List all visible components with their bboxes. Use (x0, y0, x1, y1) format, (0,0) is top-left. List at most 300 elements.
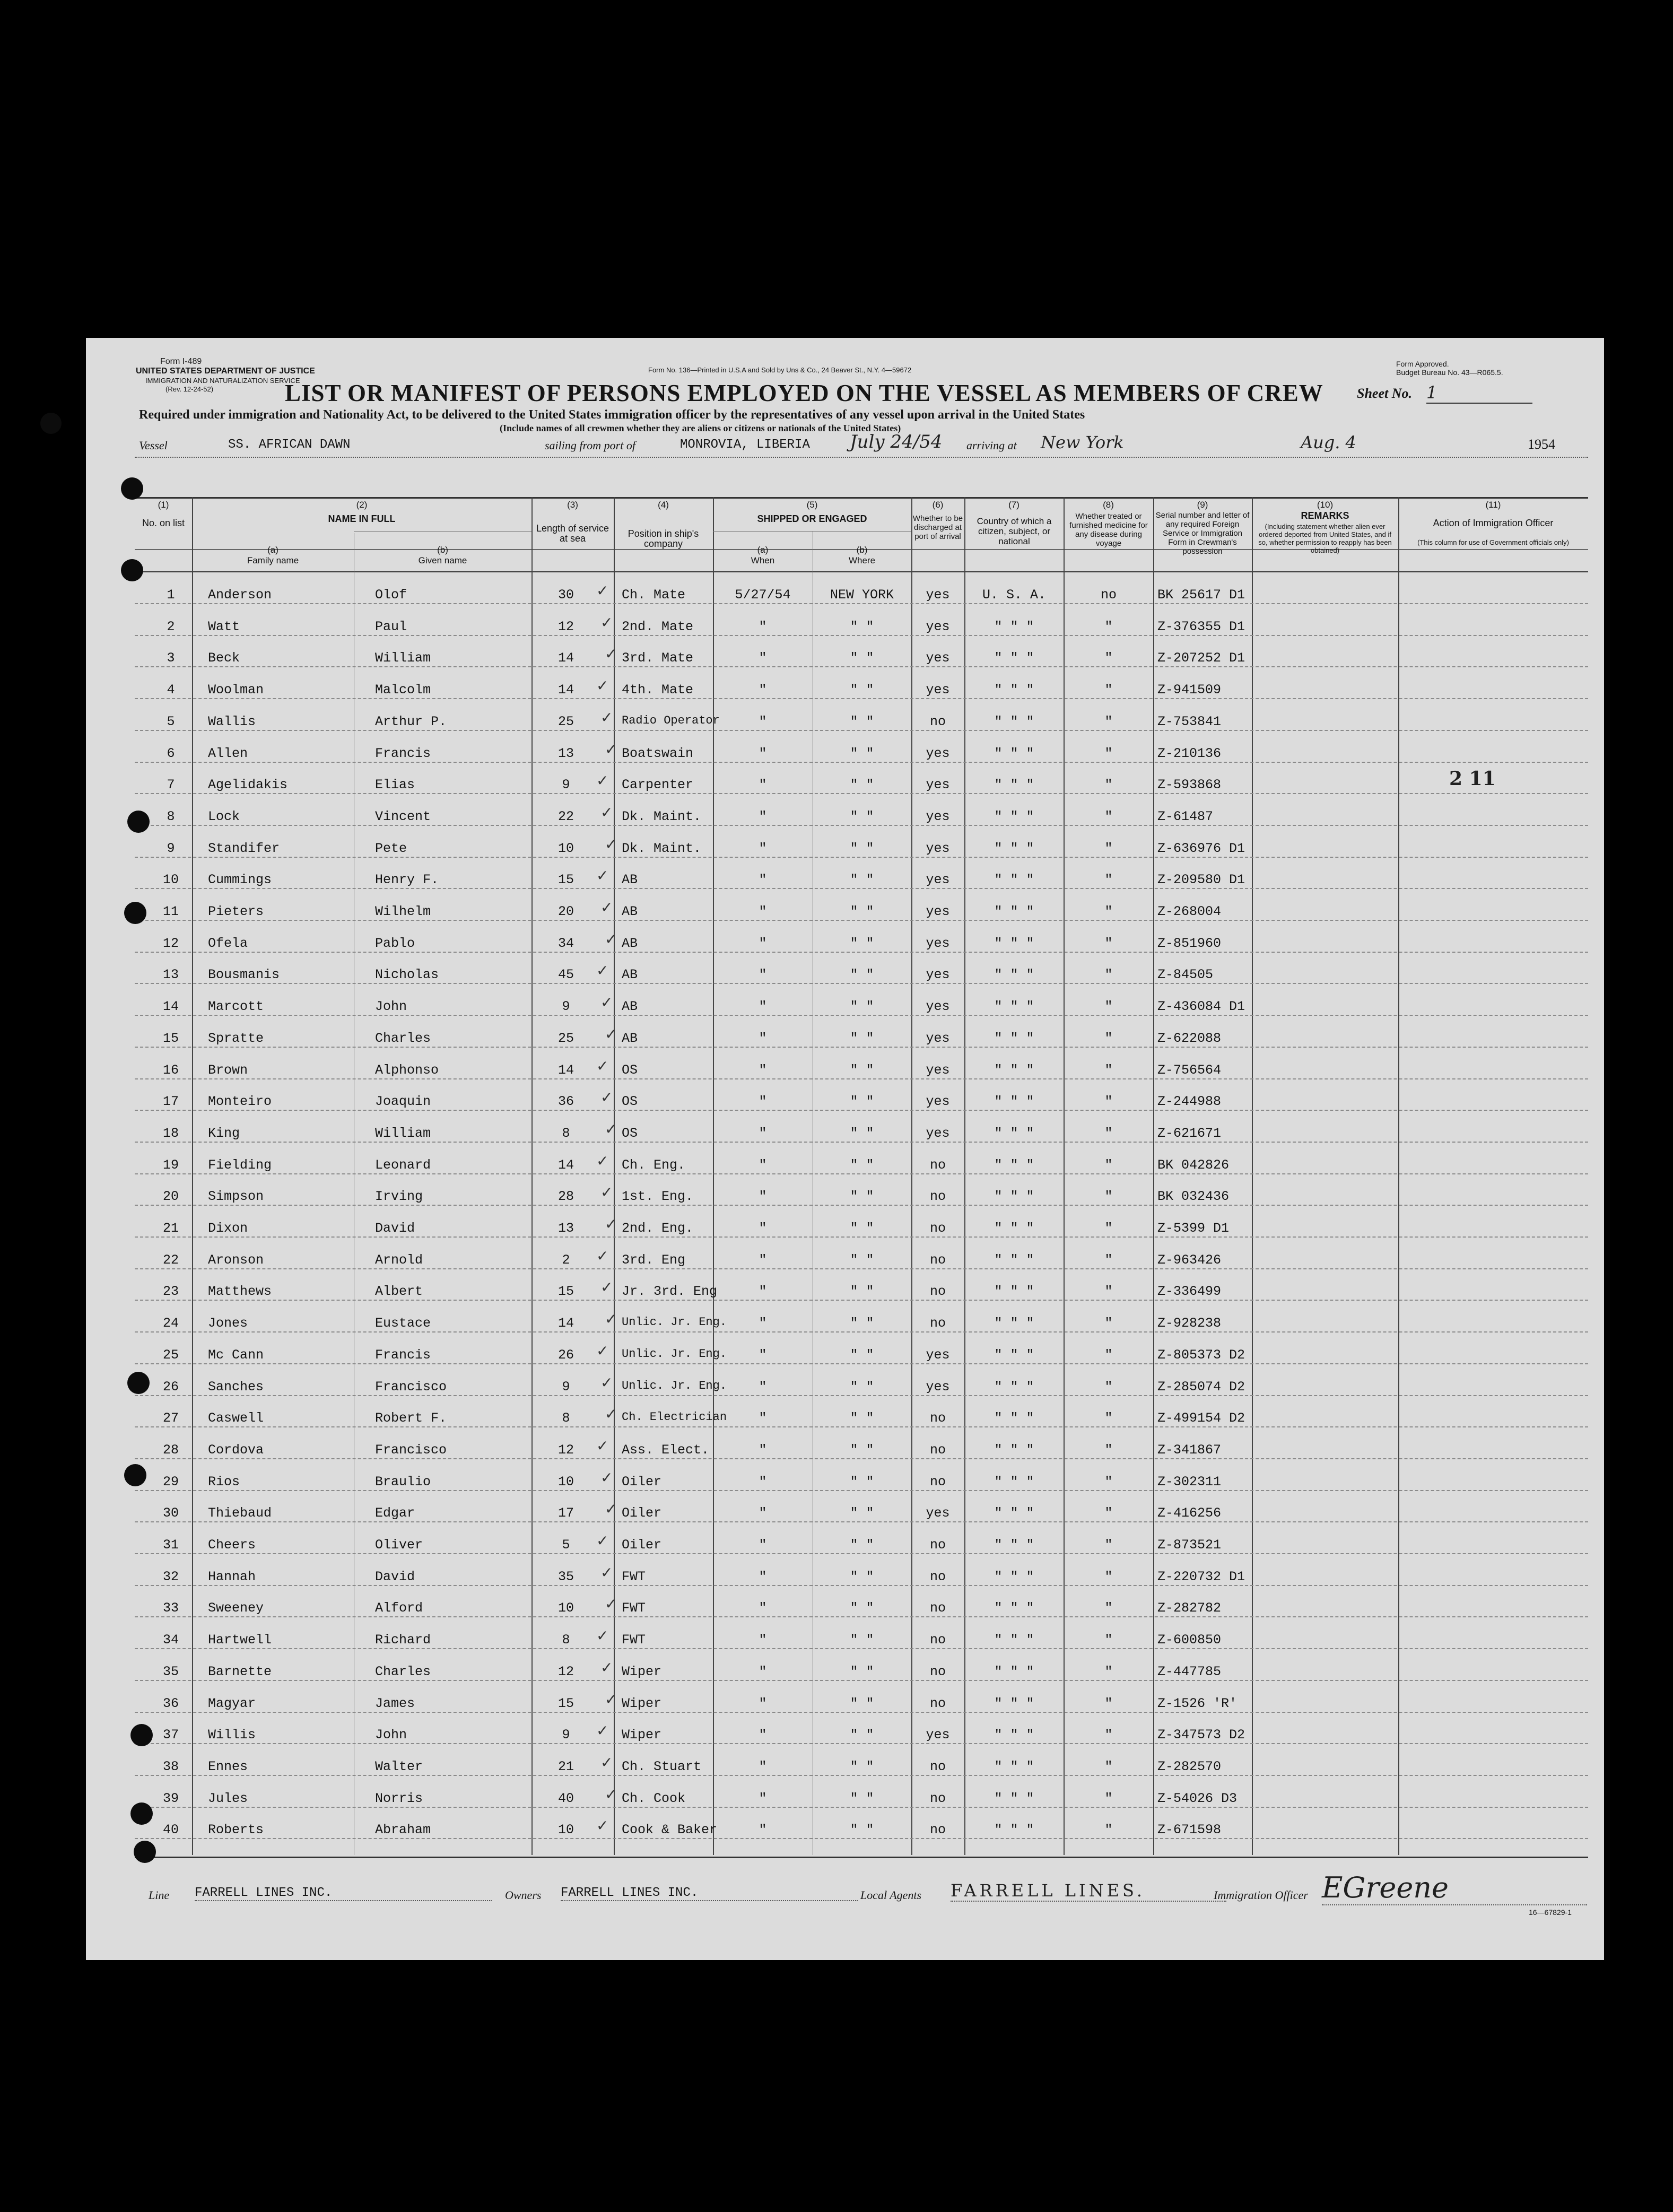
serial-number: Z-54026 D3 (1157, 1790, 1238, 1806)
serial-number: Z-1526 'R' (1157, 1695, 1238, 1711)
treated: " (1104, 904, 1113, 919)
table-row (86, 1719, 1604, 1751)
action-mark: 2 11 (1449, 768, 1496, 790)
given-name: Eustace (375, 1316, 431, 1331)
check-mark: ✓ (605, 1025, 617, 1043)
table-row (86, 1371, 1604, 1403)
arrival-date: Aug. 4 (1301, 432, 1356, 452)
table-row (86, 1624, 1604, 1656)
discharged: yes (926, 1727, 950, 1743)
row-rule (135, 1648, 1588, 1649)
row-rule (135, 1743, 1588, 1744)
shipped-where: " " (850, 1189, 874, 1205)
position: Jr. 3rd. Eng (622, 1284, 718, 1300)
length-of-service: 15 (557, 1695, 574, 1711)
table-row (86, 674, 1604, 706)
shipped-where: " " (850, 682, 874, 698)
shipped-where: " " (850, 1410, 874, 1426)
serial-number: Z-928238 (1157, 1316, 1222, 1331)
shipped-when: " (759, 1062, 767, 1078)
shipped-when: " (759, 1284, 767, 1300)
family-name: Roberts (208, 1822, 264, 1838)
family-name: Watt (208, 619, 240, 634)
col-treated: Whether treated or furnished medicine for any disease during voyage (1069, 512, 1148, 548)
row-number: 34 (162, 1632, 179, 1648)
given-name: Paul (375, 619, 407, 634)
length-of-service: 10 (557, 840, 574, 856)
family-name: Sweeney (208, 1600, 264, 1616)
serial-number: Z-302311 (1157, 1474, 1222, 1490)
row-number: 24 (162, 1316, 179, 1331)
col-num-5: (5) (806, 500, 818, 510)
shipped-when: " (759, 935, 767, 951)
table-row (86, 1782, 1604, 1814)
family-name: Marcott (208, 999, 264, 1015)
given-name: Walter (375, 1758, 423, 1774)
row-number: 4 (167, 682, 175, 698)
col-num-6: (6) (932, 500, 944, 510)
family-name: Anderson (208, 587, 272, 603)
row-rule (135, 635, 1588, 636)
row-number: 25 (162, 1347, 179, 1363)
discharged: no (929, 1410, 946, 1426)
country: " " " (994, 682, 1034, 698)
form-id: Form I-489 (160, 357, 202, 366)
position: FWT (622, 1632, 646, 1648)
check-mark: ✓ (605, 1785, 617, 1803)
shipped-when: " (759, 777, 767, 793)
shipped-when: " (759, 808, 767, 824)
shipped-when: " (759, 1822, 767, 1838)
length-of-service: 25 (557, 713, 574, 729)
given-name: John (375, 999, 407, 1015)
treated: " (1104, 967, 1113, 983)
country: " " " (994, 1316, 1034, 1331)
shipped-where: NEW YORK (830, 587, 894, 603)
treated: " (1104, 1252, 1113, 1268)
family-name: Jones (208, 1316, 248, 1331)
budget-bureau: Budget Bureau No. 43—R065.5. (1396, 368, 1503, 377)
treated: " (1104, 1284, 1113, 1300)
row-rule (135, 1395, 1588, 1396)
check-mark: ✓ (596, 1152, 609, 1170)
officer-label: Immigration Officer (1214, 1888, 1308, 1902)
check-mark: ✓ (605, 1500, 617, 1518)
family-name: Wallis (208, 713, 256, 729)
table-row (86, 737, 1604, 769)
family-name: Standifer (208, 840, 280, 856)
discharged: no (929, 1632, 946, 1648)
country: " " " (994, 777, 1034, 793)
shipped-where: " " (850, 1062, 874, 1078)
punch-hole (124, 902, 146, 924)
shipped-where: " " (850, 619, 874, 634)
serial-number: BK 25617 D1 (1157, 587, 1245, 603)
row-number: 22 (162, 1252, 179, 1268)
serial-number: Z-209580 D1 (1157, 872, 1245, 888)
table-row (86, 1244, 1604, 1276)
manifest-subtitle: Required under immigration and Nationality Act, to be delivered to the United States immigration officer by the representatives of any vessel upon arrival in the United States (139, 408, 1085, 422)
table-row (86, 832, 1604, 864)
family-name: Caswell (208, 1410, 264, 1426)
printer-line: Form No. 136—Printed in U.S.A and Sold by Uns & Co., 24 Beaver St., N.Y. 4—59672 (648, 366, 912, 374)
serial-number: BK 032436 (1157, 1189, 1230, 1205)
shipped-when: " (759, 682, 767, 698)
table-row (86, 1212, 1604, 1244)
check-mark: ✓ (596, 1722, 609, 1740)
table-row (86, 1402, 1604, 1434)
shipped-when: " (759, 1410, 767, 1426)
shipped-where: " " (850, 1664, 874, 1679)
table-row (86, 1466, 1604, 1497)
position: OS (622, 1062, 638, 1078)
row-number: 15 (162, 1030, 179, 1046)
check-mark: ✓ (605, 1690, 617, 1708)
length-of-service: 26 (557, 1347, 574, 1363)
treated: " (1104, 682, 1113, 698)
shipped-when: 5/27/54 (735, 587, 791, 603)
shipped-when: " (759, 650, 767, 666)
arriving-label: arriving at (966, 439, 1017, 452)
punch-hole (130, 1724, 153, 1746)
position: Ch. Mate (622, 587, 686, 603)
treated: " (1104, 1758, 1113, 1774)
position: Radio Operator (622, 713, 720, 727)
discharged: no (929, 1189, 946, 1205)
given-name: Vincent (375, 808, 431, 824)
given-name: Abraham (375, 1822, 431, 1838)
country: " " " (994, 1505, 1034, 1521)
row-rule (135, 1236, 1588, 1238)
shipped-where: " " (850, 1758, 874, 1774)
serial-number: Z-593868 (1157, 777, 1222, 793)
given-name: Leonard (375, 1157, 431, 1173)
manifest-subnote: (Include names of all crewmen whether they are aliens or citizens or nationals of the United States) (500, 423, 901, 433)
col-discharged: Whether to be discharged at port of arrival (912, 514, 963, 541)
shipped-when: " (759, 872, 767, 888)
table-row (86, 1054, 1604, 1086)
length-of-service: 25 (557, 1030, 574, 1046)
position: FWT (622, 1600, 646, 1616)
length-of-service: 14 (557, 1062, 574, 1078)
revision: (Rev. 12-24-52) (165, 385, 214, 393)
row-number: 27 (162, 1410, 179, 1426)
discharged: yes (926, 777, 950, 793)
family-name: Bousmanis (208, 967, 280, 983)
position: 3rd. Mate (622, 650, 694, 666)
shipped-where: " " (850, 840, 874, 856)
shipped-when: " (759, 745, 767, 761)
row-rule (135, 888, 1588, 889)
family-name: King (208, 1125, 240, 1141)
col-shipped-engaged: SHIPPED OR ENGAGED (757, 513, 867, 524)
officer-signature: EGreene (1322, 1871, 1587, 1905)
country: " " " (994, 808, 1034, 824)
serial-number: Z-220732 D1 (1157, 1569, 1245, 1584)
row-rule (135, 1458, 1588, 1459)
country: " " " (994, 1442, 1034, 1458)
serial-number: Z-341867 (1157, 1442, 1222, 1458)
col-num-4: (4) (658, 500, 669, 510)
col-given-b: (b) (437, 545, 448, 555)
table-row (86, 990, 1604, 1022)
row-number: 38 (162, 1758, 179, 1774)
given-name: John (375, 1727, 407, 1743)
family-name: Allen (208, 745, 248, 761)
serial-number: Z-244988 (1157, 1094, 1222, 1110)
check-mark: ✓ (596, 1627, 609, 1645)
treated: " (1104, 1410, 1113, 1426)
discharged: no (929, 1537, 946, 1553)
discharged: no (929, 1822, 946, 1838)
shipped-where: " " (850, 1727, 874, 1743)
shipped-when: " (759, 1695, 767, 1711)
shipped-where: " " (850, 904, 874, 919)
discharged: yes (926, 682, 950, 698)
col-remarks: REMARKS (1301, 510, 1349, 521)
check-mark: ✓ (600, 1088, 613, 1107)
col-when-a: (a) (757, 545, 769, 555)
punch-hole (127, 1372, 150, 1394)
serial-number: Z-941509 (1157, 682, 1222, 698)
row-rule (135, 983, 1588, 984)
country: " " " (994, 1758, 1034, 1774)
check-mark: ✓ (600, 899, 613, 916)
serial-number: Z-622088 (1157, 1030, 1222, 1046)
country: " " " (994, 999, 1034, 1015)
length-of-service: 8 (562, 1410, 570, 1426)
manifest-title: LIST OR MANIFEST OF PERSONS EMPLOYED ON THE VESSEL AS MEMBERS OF CREW (285, 380, 1323, 406)
agents-value: FARRELL LINES. (951, 1880, 1226, 1902)
row-number: 6 (167, 745, 175, 761)
row-number: 35 (162, 1664, 179, 1679)
col-num-10: (10) (1317, 500, 1334, 510)
family-name: Pieters (208, 904, 264, 919)
family-name: Ennes (208, 1758, 248, 1774)
check-mark: ✓ (596, 1532, 609, 1549)
shipped-where: " " (850, 745, 874, 761)
position: Wiper (622, 1727, 662, 1743)
treated: " (1104, 650, 1113, 666)
length-of-service: 9 (562, 1727, 570, 1743)
table-row (86, 1275, 1604, 1307)
treated: " (1104, 935, 1113, 951)
row-rule (135, 1300, 1588, 1301)
treated: " (1104, 999, 1113, 1015)
serial-number: Z-5399 D1 (1157, 1221, 1230, 1236)
shipped-when: " (759, 1632, 767, 1648)
shipped-where: " " (850, 1632, 874, 1648)
given-name: Francis (375, 1347, 431, 1363)
col-length: Length of service at sea (536, 523, 609, 544)
given-name: Charles (375, 1030, 431, 1046)
country: " " " (994, 713, 1034, 729)
discharged: yes (926, 1062, 950, 1078)
position: FWT (622, 1569, 646, 1584)
serial-number: Z-873521 (1157, 1537, 1222, 1553)
given-name: Wilhelm (375, 904, 431, 919)
country: " " " (994, 1252, 1034, 1268)
table-row (86, 1561, 1604, 1592)
check-mark: ✓ (596, 582, 609, 599)
row-rule (135, 1173, 1588, 1174)
row-rule (135, 825, 1588, 826)
serial-number: Z-636976 D1 (1157, 840, 1245, 856)
position: Wiper (622, 1664, 662, 1679)
serial-number: Z-376355 D1 (1157, 619, 1245, 634)
family-name: Woolman (208, 682, 264, 698)
col-remarks-note: (Including statement whether alien ever ordered deported from United States, and if so, whether permission to reapply has been obtained) (1258, 522, 1392, 554)
shipped-when: " (759, 1474, 767, 1490)
discharged: yes (926, 650, 950, 666)
length-of-service: 14 (557, 650, 574, 666)
punch-hole (127, 811, 150, 833)
length-of-service: 17 (557, 1505, 574, 1521)
row-rule (135, 1490, 1588, 1491)
row-number: 14 (162, 999, 179, 1015)
table-row (86, 1751, 1604, 1782)
shipped-where: " " (850, 1505, 874, 1521)
country: " " " (994, 935, 1034, 951)
punch-hole (121, 559, 143, 581)
country: " " " (994, 1790, 1034, 1806)
length-of-service: 21 (557, 1758, 574, 1774)
row-rule (135, 1521, 1588, 1522)
treated: " (1104, 1632, 1113, 1648)
check-mark: ✓ (605, 1120, 617, 1138)
country: " " " (994, 840, 1034, 856)
length-of-service: 8 (562, 1632, 570, 1648)
row-number: 9 (167, 840, 175, 856)
check-mark: ✓ (600, 1278, 613, 1296)
position: OS (622, 1094, 638, 1110)
row-number: 12 (162, 935, 179, 951)
check-mark: ✓ (596, 1057, 609, 1075)
row-rule (135, 1047, 1588, 1048)
col-action-note: (This column for use of Government officials only) (1417, 538, 1569, 546)
given-name: Braulio (375, 1474, 431, 1490)
discharged: no (929, 1157, 946, 1173)
discharged: yes (926, 1347, 950, 1363)
shipped-when: " (759, 1537, 767, 1553)
row-number: 8 (167, 808, 175, 824)
check-mark: ✓ (596, 1247, 609, 1265)
treated: " (1104, 745, 1113, 761)
discharged: yes (926, 745, 950, 761)
shipped-where: " " (850, 1030, 874, 1046)
row-rule (135, 857, 1588, 858)
given-name: Richard (375, 1632, 431, 1648)
given-name: Arnold (375, 1252, 423, 1268)
position: 1st. Eng. (622, 1189, 694, 1205)
family-name: Lock (208, 808, 240, 824)
position: Unlic. Jr. Eng. (622, 1379, 727, 1392)
discharged: yes (926, 1505, 950, 1521)
row-number: 16 (162, 1062, 179, 1078)
discharged: no (929, 1221, 946, 1236)
length-of-service: 10 (557, 1600, 574, 1616)
table-row (86, 1687, 1604, 1719)
line-value: FARRELL LINES INC. (195, 1886, 492, 1901)
check-mark: ✓ (600, 1468, 613, 1486)
serial-number: Z-336499 (1157, 1284, 1222, 1300)
serial-number: Z-447785 (1157, 1664, 1222, 1679)
row-number: 23 (162, 1284, 179, 1300)
country: " " " (994, 1600, 1034, 1616)
length-of-service: 45 (557, 967, 574, 983)
row-number: 10 (162, 872, 179, 888)
serial-number: Z-282570 (1157, 1758, 1222, 1774)
row-rule (135, 1268, 1588, 1269)
check-mark: ✓ (600, 613, 613, 631)
table-row (86, 1022, 1604, 1054)
shipped-subrule (713, 531, 911, 532)
shipped-where: " " (850, 1284, 874, 1300)
shipped-where: " " (850, 777, 874, 793)
family-name: Thiebaud (208, 1505, 272, 1521)
family-name: Cummings (208, 872, 272, 888)
row-rule (135, 1015, 1588, 1016)
row-rule (135, 1110, 1588, 1111)
position: 4th. Mate (622, 682, 694, 698)
check-mark: ✓ (596, 1817, 609, 1835)
table-row (86, 1497, 1604, 1529)
length-of-service: 15 (557, 1284, 574, 1300)
col-country: Country of which a citizen, subject, or national (977, 516, 1052, 546)
punch-hole (124, 1464, 146, 1486)
check-mark: ✓ (600, 1373, 613, 1391)
country: " " " (994, 872, 1034, 888)
discharged: yes (926, 935, 950, 951)
treated: " (1104, 1822, 1113, 1838)
discharged: yes (926, 904, 950, 919)
discharged: no (929, 1474, 946, 1490)
vessel-line-rule (135, 457, 1588, 458)
check-mark: ✓ (596, 962, 609, 980)
service: IMMIGRATION AND NATURALIZATION SERVICE (145, 377, 300, 385)
check-mark: ✓ (600, 1753, 613, 1771)
length-of-service: 10 (557, 1822, 574, 1838)
treated: " (1104, 808, 1113, 824)
serial-number: Z-671598 (1157, 1822, 1222, 1838)
discharged: yes (926, 619, 950, 634)
family-name: Fielding (208, 1157, 272, 1173)
row-number: 2 (167, 619, 175, 634)
family-name: Hartwell (208, 1632, 272, 1648)
position: 2nd. Mate (622, 619, 694, 634)
row-rule (135, 1331, 1588, 1333)
shipped-where: " " (850, 967, 874, 983)
length-of-service: 14 (557, 682, 574, 698)
department: UNITED STATES DEPARTMENT OF JUSTICE (136, 367, 315, 376)
punch-hole (40, 413, 62, 434)
check-mark: ✓ (596, 1436, 609, 1455)
table-row (86, 642, 1604, 674)
length-of-service: 20 (557, 904, 574, 919)
row-number: 36 (162, 1695, 179, 1711)
shipped-when: " (759, 1505, 767, 1521)
treated: " (1104, 1695, 1113, 1711)
country: " " " (994, 1695, 1034, 1711)
table-row (86, 1180, 1604, 1212)
family-name: Spratte (208, 1030, 264, 1046)
serial-number: Z-963426 (1157, 1252, 1222, 1268)
table-row (86, 706, 1604, 737)
shipped-when: " (759, 1442, 767, 1458)
table-row (86, 1814, 1604, 1845)
name-subrule (354, 531, 531, 532)
country: " " " (994, 1030, 1034, 1046)
